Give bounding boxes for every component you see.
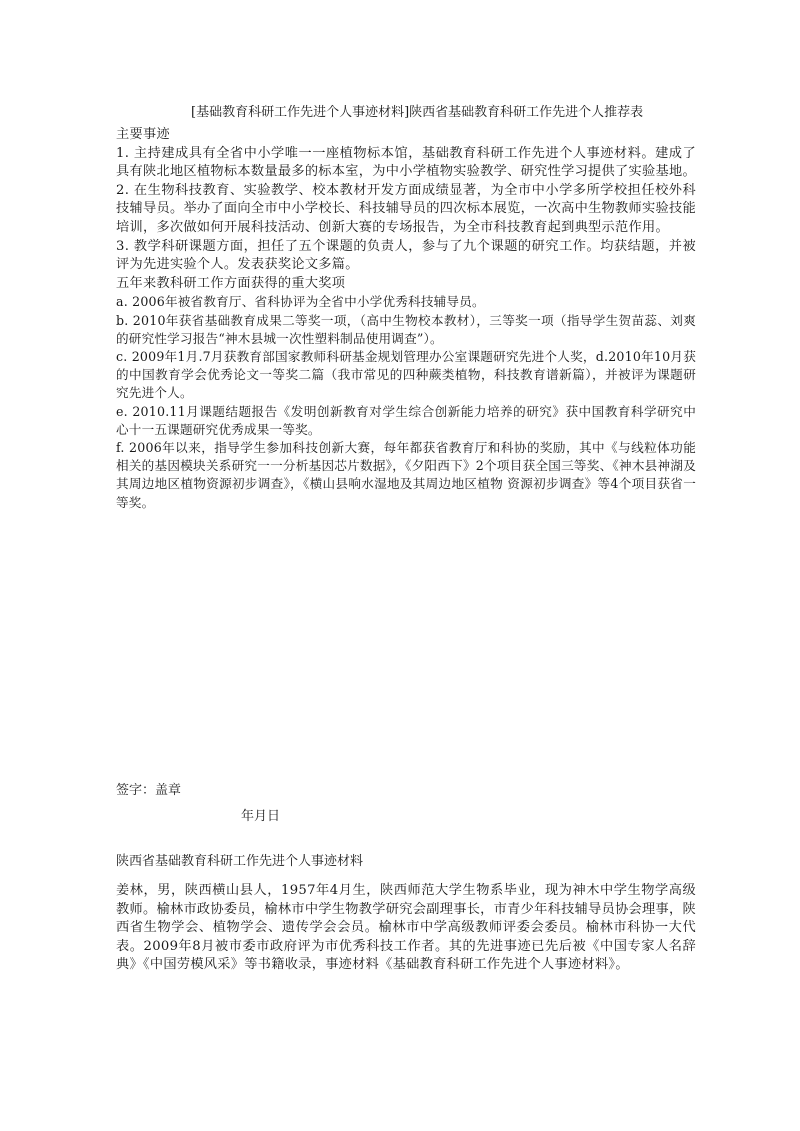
deed-item-3: 3. 教学科研课题方面，担任了五个课题的负责人，参与了九个课题的研究工作。均获结题，并被评为先进实验个人。发表获奖论文多篇。 xyxy=(116,238,696,273)
award-item-a: a. 2006年被省教育厅、省科协评为全省中小学优秀科技辅导员。 xyxy=(116,294,485,310)
bio-paragraph: 姜林，男，陕西横山县人，1957年4月生，陕西师范大学生物系毕业，现为神木中学生物学高级教师。榆林市政协委员，榆林市中学生物教学研究会副理事长，市青少年科技辅导员协会理事，陕西省生物学会、植物学会、遗传学会会员。榆林市中学高级教师评委会委员。榆林市科协一大代表。2009年8月被市委市政府评为市优秀科技工作者。其的先进事迹已先后被《中国专家人名辞典》《中国劳模风采》等书籍收录，事迹材料《基础教育科研工作先进个人事迹材料》。 xyxy=(116,883,696,973)
signature-label: 签字：盖章 xyxy=(116,783,182,798)
award-item-e: e. 2010.11月课题结题报告《发明创新教育对学生综合创新能力培养的研究》获中国教育科学研究中心十一五课题研究优秀成果一等奖。 xyxy=(116,403,696,437)
award-item-c: c. 2009年1月.7月获教育部国家教师科研基金规划管理办公室课题研究先进个人奖，d.2010年10月获的中国教育学会优秀论文一等奖二篇（我市常见的四种蕨类植物，科技教育谱新篇），并被评为课题研究先进个人。 xyxy=(116,348,696,401)
award-item-f: f. 2006年以来，指导学生参加科技创新大赛，每年都获省教育厅和科协的奖励，其中《与线粒体功能相关的基因模块关系研究一一分析基因芯片数据》，《夕阳西下》2个项目获全国三等奖、《神木县神湖及其周边地区植物资源初步调查》，《横山县响水湿地及其周边地区植物 资源初步调查》等4个项目获省一等奖。 xyxy=(116,439,696,510)
deed-item-1: 1. 主持建成具有全省中小学唯一一座植物标本馆，基础教育科研工作先进个人事迹材料。建成了具有陕北地区植物标本数量最多的标本室，为中小学植物实验教学、研究性学习提供了实验基地。 xyxy=(116,145,696,180)
awards-list xyxy=(116,293,696,511)
date-label: 年月日 xyxy=(241,809,281,824)
section-heading-main: 主要事迹 xyxy=(116,127,170,142)
section-heading-awards: 五年来教科研工作方面获得的重大奖项 xyxy=(116,275,346,291)
document-title: [基础教育科研工作先进个人事迹材料]陕西省基础教育科研工作先进个人推荐表 xyxy=(191,105,644,120)
main-deeds-section xyxy=(116,126,696,512)
deed-item-2: 2. 在生物科技教育、实验教学、校本教材开发方面成绩显著，为全市中小学多所学校担任校外科技辅导员。举办了面向全市中小学校长、科技辅导员的四次标本展览，一次高中生物教师实验技能培训，多次做如何开展科技活动、创新大赛的专场报告，为全市科技教育起到典型示范作用。 xyxy=(116,182,696,235)
section-subtitle: 陕西省基础教育科研工作先进个人事迹材料 xyxy=(116,854,364,869)
award-item-b: b. 2010年获省基础教育成果二等奖一项，（高中生物校本教材），三等奖一项（指导学生贺苗蕊、刘爽的研究性学习报告“神木县城一次性塑料制品使用调查”）。 xyxy=(116,312,696,346)
bio-paragraph-container xyxy=(116,882,696,975)
